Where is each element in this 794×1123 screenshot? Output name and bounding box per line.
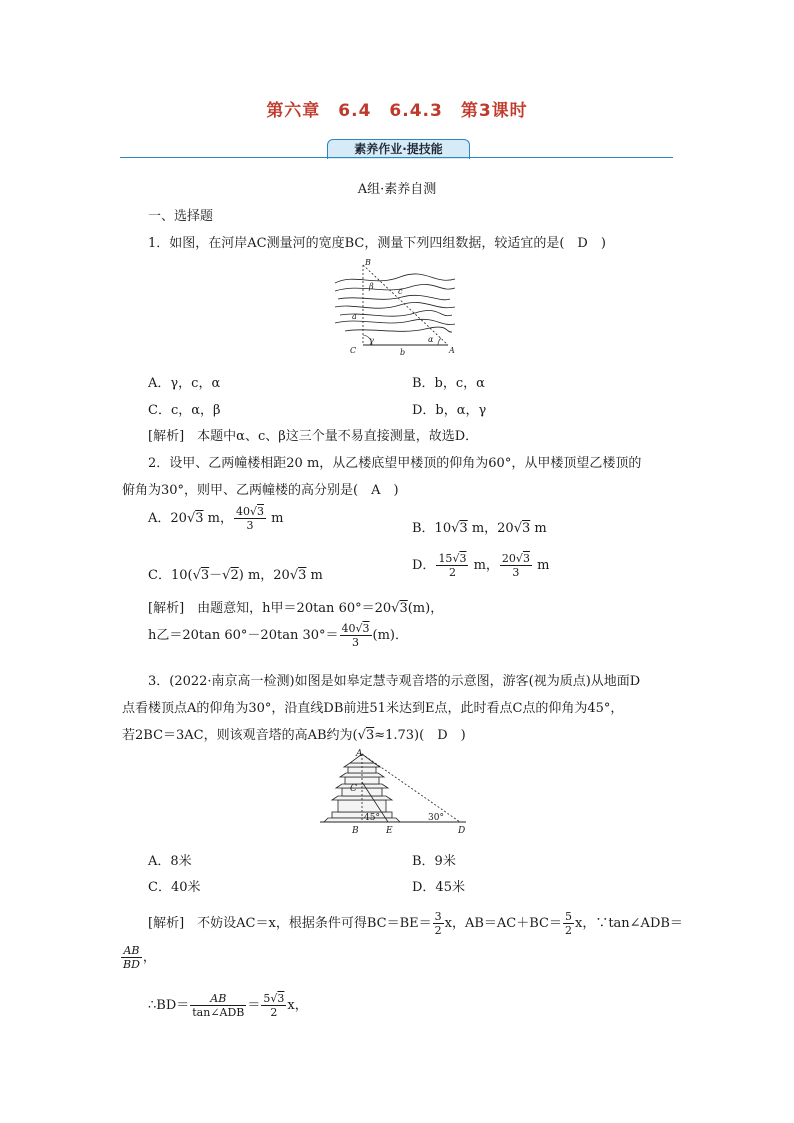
q3-option-c: C．40米 xyxy=(148,880,201,895)
q2-stem-line2: 俯角为30°，则甲、乙两幢楼的高分别是( A ) xyxy=(122,483,399,498)
q1-option-b: B．b，c，α xyxy=(412,376,485,391)
header-divider xyxy=(120,157,673,158)
section-heading: 一、选择题 xyxy=(148,209,214,224)
q3-pagoda-figure xyxy=(320,748,472,836)
q1-option-d: D．b，α，γ xyxy=(412,403,487,418)
fig1-label-C: C xyxy=(350,346,357,355)
q3-analysis-line3: ∴BD＝ $\frac{AB}{\text{tan∠ADB}}$ ＝ $\frac{5√3}{2}$ x， xyxy=(148,992,308,1019)
q2-opta-prefix: A．20 xyxy=(148,511,187,526)
section-banner: 素养作业·提技能 xyxy=(327,139,470,159)
q3-analysis-line2: $\frac{AB}{BD}$ ， xyxy=(123,944,156,971)
fig1-label-b: b xyxy=(400,348,406,357)
q2-option-d: D． $\frac{15√3}{2}$ m， $\frac{20√3}{3}$ m xyxy=(412,552,550,579)
fig3-label-C: C xyxy=(350,784,357,794)
q2-option-c: C．10(√3－√2) m，20√3 m xyxy=(148,568,323,583)
q1-option-a: A．γ，c，α xyxy=(148,376,221,391)
q1-analysis-label: [解析] xyxy=(148,429,185,444)
q2-analysis-line1: [解析] 由题意知，h甲＝20tan 60°＝20√3(m)， xyxy=(148,601,444,616)
q1-option-c: C．c，α，β xyxy=(148,403,221,418)
fig3-angle-45: 45° xyxy=(364,813,380,823)
q3-option-d: D．45米 xyxy=(412,880,465,895)
q1-analysis xyxy=(148,425,478,444)
q3-analysis-line1: [解析] 不妨设AC＝x，根据条件可得BC＝BE＝ $\frac{3}{2}$ x，AB＝AC＋BC＝ $\frac{5}{2}$ x，∵tan∠ADB＝ xyxy=(148,910,683,937)
q3-stem-line1: 3．(2022·南京高一检测)如图是如皋定慧寺观音塔的示意图，游客(视为质点)从地面D xyxy=(148,674,641,689)
page-title: 第六章 6.4 6.4.3 第3课时 xyxy=(266,101,528,121)
q3-stem-line3: 若2BC＝3AC，则该观音塔的高AB约为(√3≈1.73)( D ) xyxy=(122,728,466,743)
fig3-label-E: E xyxy=(386,826,393,836)
q3-option-b: B．9米 xyxy=(412,854,456,869)
q2-analysis-line2: h乙＝20tan 60°－20tan 30°＝ $\frac{40√3}{3}$ (m)． xyxy=(148,622,408,649)
fig3-angle-30: 30° xyxy=(428,813,444,823)
fig1-label-beta: β xyxy=(369,282,374,291)
fig1-label-A: A xyxy=(449,346,455,355)
q2-opta-fraction: $\frac{40√3}{3}$ xyxy=(235,505,264,532)
q3-option-a: A．8米 xyxy=(148,854,192,869)
fig3-label-A: A xyxy=(356,749,363,759)
q1-river-figure xyxy=(330,255,460,360)
fig1-label-B: B xyxy=(365,258,371,267)
group-heading: A组·素养自测 xyxy=(357,182,437,197)
fig1-label-a: a xyxy=(352,312,357,321)
q3-stem-line2: 点看楼顶点A的仰角为30°，沿直线DB前进51米达到E点，此时看点C点的仰角为45°， xyxy=(122,701,624,716)
q2-opta-suffix: m xyxy=(267,511,284,526)
fig3-label-D: D xyxy=(458,826,466,836)
fig1-label-gamma: γ xyxy=(369,336,374,345)
q2-opta-mid: m， xyxy=(203,511,233,526)
q1-stem: 1．如图，在河岸AC测量河的宽度BC，测量下列四组数据，较适宜的是( D ) xyxy=(148,236,606,251)
q2-option-b: B．10√3 m，20√3 m xyxy=(412,521,547,536)
sqrt: √3 xyxy=(186,511,204,526)
fig1-label-alpha: α xyxy=(428,335,434,344)
q2-stem-line1: 2．设甲、乙两幢楼相距20 m，从乙楼底望甲楼顶的仰角为60°，从甲楼顶望乙楼顶的 xyxy=(148,456,642,471)
fig1-label-c: c xyxy=(398,287,403,296)
fig3-label-B: B xyxy=(352,826,359,836)
q2-option-a xyxy=(148,505,283,532)
q1-analysis-text: 本题中α、c、β这三个量不易直接测量，故选D． xyxy=(197,429,479,444)
